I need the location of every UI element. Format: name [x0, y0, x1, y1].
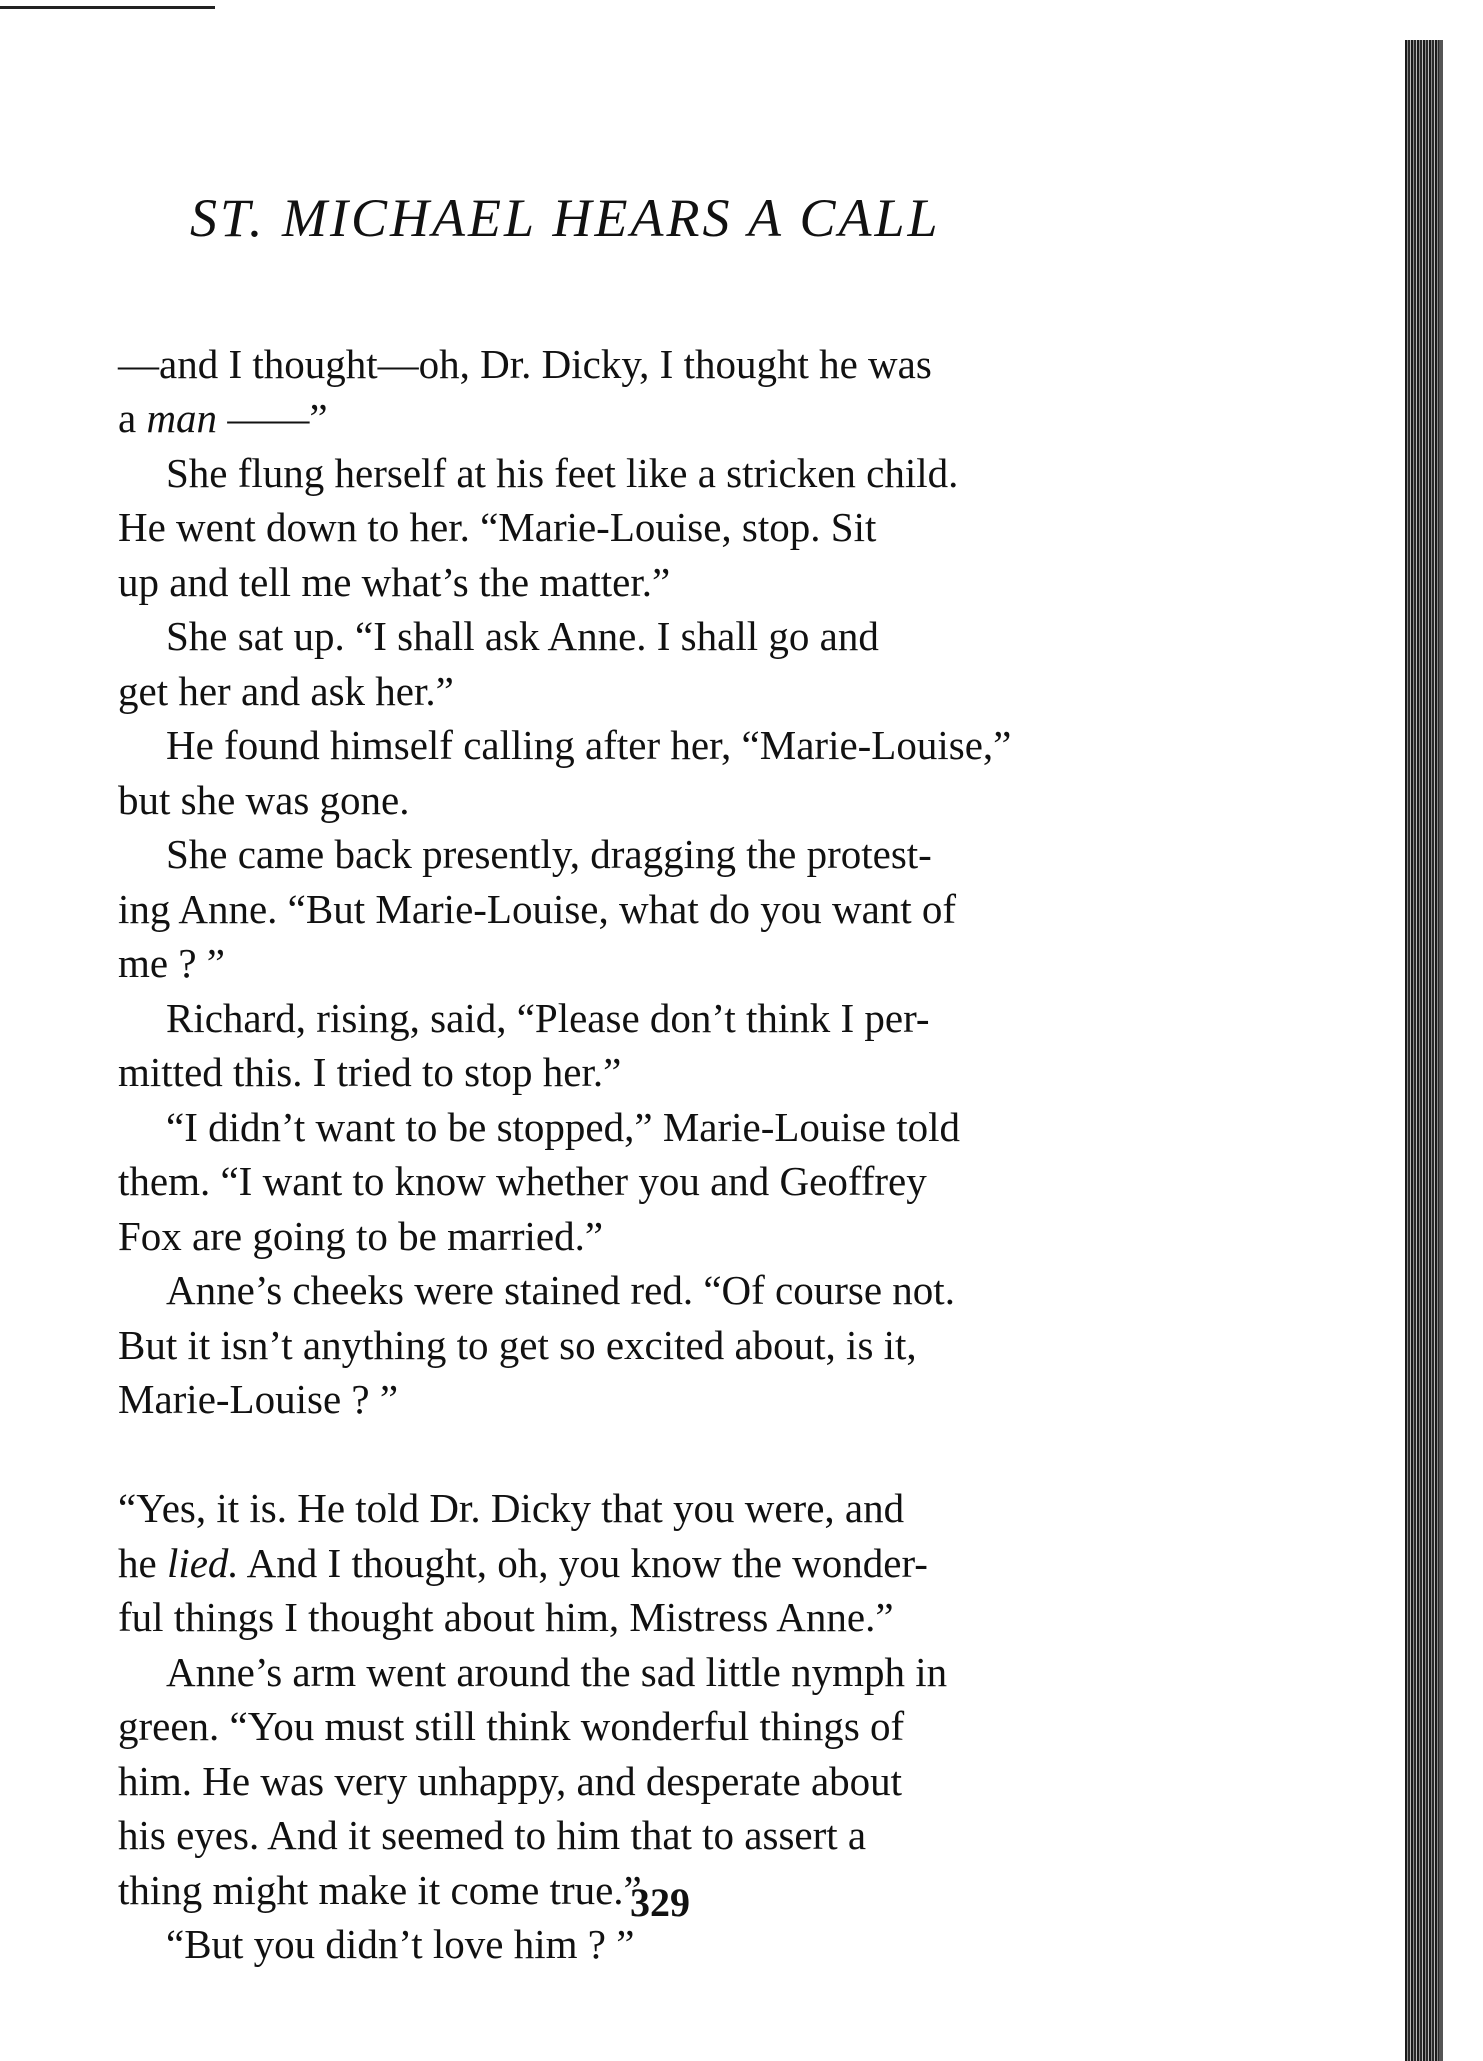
paragraph-9 [118, 1427, 1178, 1645]
paragraph-8 [118, 1263, 1178, 1427]
text-segment: Anne’s cheeks were stained red. “Of course not. But it isn’t anything to get so excited about, is it, Marie-Louise ? ” [118, 1267, 955, 1422]
paragraph-6 [118, 991, 1178, 1100]
paragraph-10 [118, 1645, 1178, 1918]
paragraph-4 [118, 718, 1178, 827]
paragraph-3 [118, 609, 1178, 718]
text-segment: Richard, rising, said, “Please don’t think I per- mitted this. I tried to stop her.” [118, 994, 930, 1095]
italic-segment: man [146, 395, 218, 441]
book-binding-edge [1405, 40, 1439, 2061]
text-segment: Anne’s arm went around the sad little nymph in green. “You must still think wonderful things of him. He was very unhappy, and desperate about his eyes. And it seemed to him that to assert a thing might make it come true.” [118, 1648, 948, 1913]
italic-segment: lied. [166, 1539, 239, 1586]
paragraph-1 [118, 282, 1178, 446]
text-segment: —and I thought—oh, Dr. Dicky, I thought he was a [118, 340, 932, 441]
text-segment: ——” [217, 395, 328, 441]
paragraph-7 [118, 1100, 1178, 1264]
text-segment: She came back presently, dragging the protest- ing Anne. “But Marie-Louise, what do you want of me ? ” [118, 831, 957, 986]
text-segment: And I thought, oh, you know the wonder- ful things I thought about him, Mistress Anne.” [118, 1539, 928, 1640]
text-segment: “Yes, it is. He told Dr. Dicky that you were, and he [118, 1485, 905, 1586]
book-binding-shadow [1439, 40, 1443, 2061]
text-segment: She flung herself at his feet like a stricken child. He went down to her. “Marie-Louise, stop. Sit up and tell me what’s the matter.” [118, 449, 959, 605]
running-head: ST. MICHAEL HEARS A CALL [190, 188, 941, 248]
paragraph-5 [118, 827, 1178, 991]
paragraph-2 [118, 446, 1178, 610]
text-segment: “But you didn’t love him ? ” [166, 1921, 635, 1967]
top-rule [0, 6, 215, 9]
text-segment: He found himself calling after her, “Marie-Louise,” but she was gone. [118, 722, 1012, 823]
page-number: 329 [630, 1880, 690, 1925]
text-segment: She sat up. “I shall ask Anne. I shall go and get her and ask her.” [118, 613, 879, 714]
text-segment: “I didn’t want to be stopped,” Marie-Louise told them. “I want to know whether you and Geoffrey Fox are going to be married.” [118, 1103, 960, 1259]
body-text [118, 282, 1178, 1972]
